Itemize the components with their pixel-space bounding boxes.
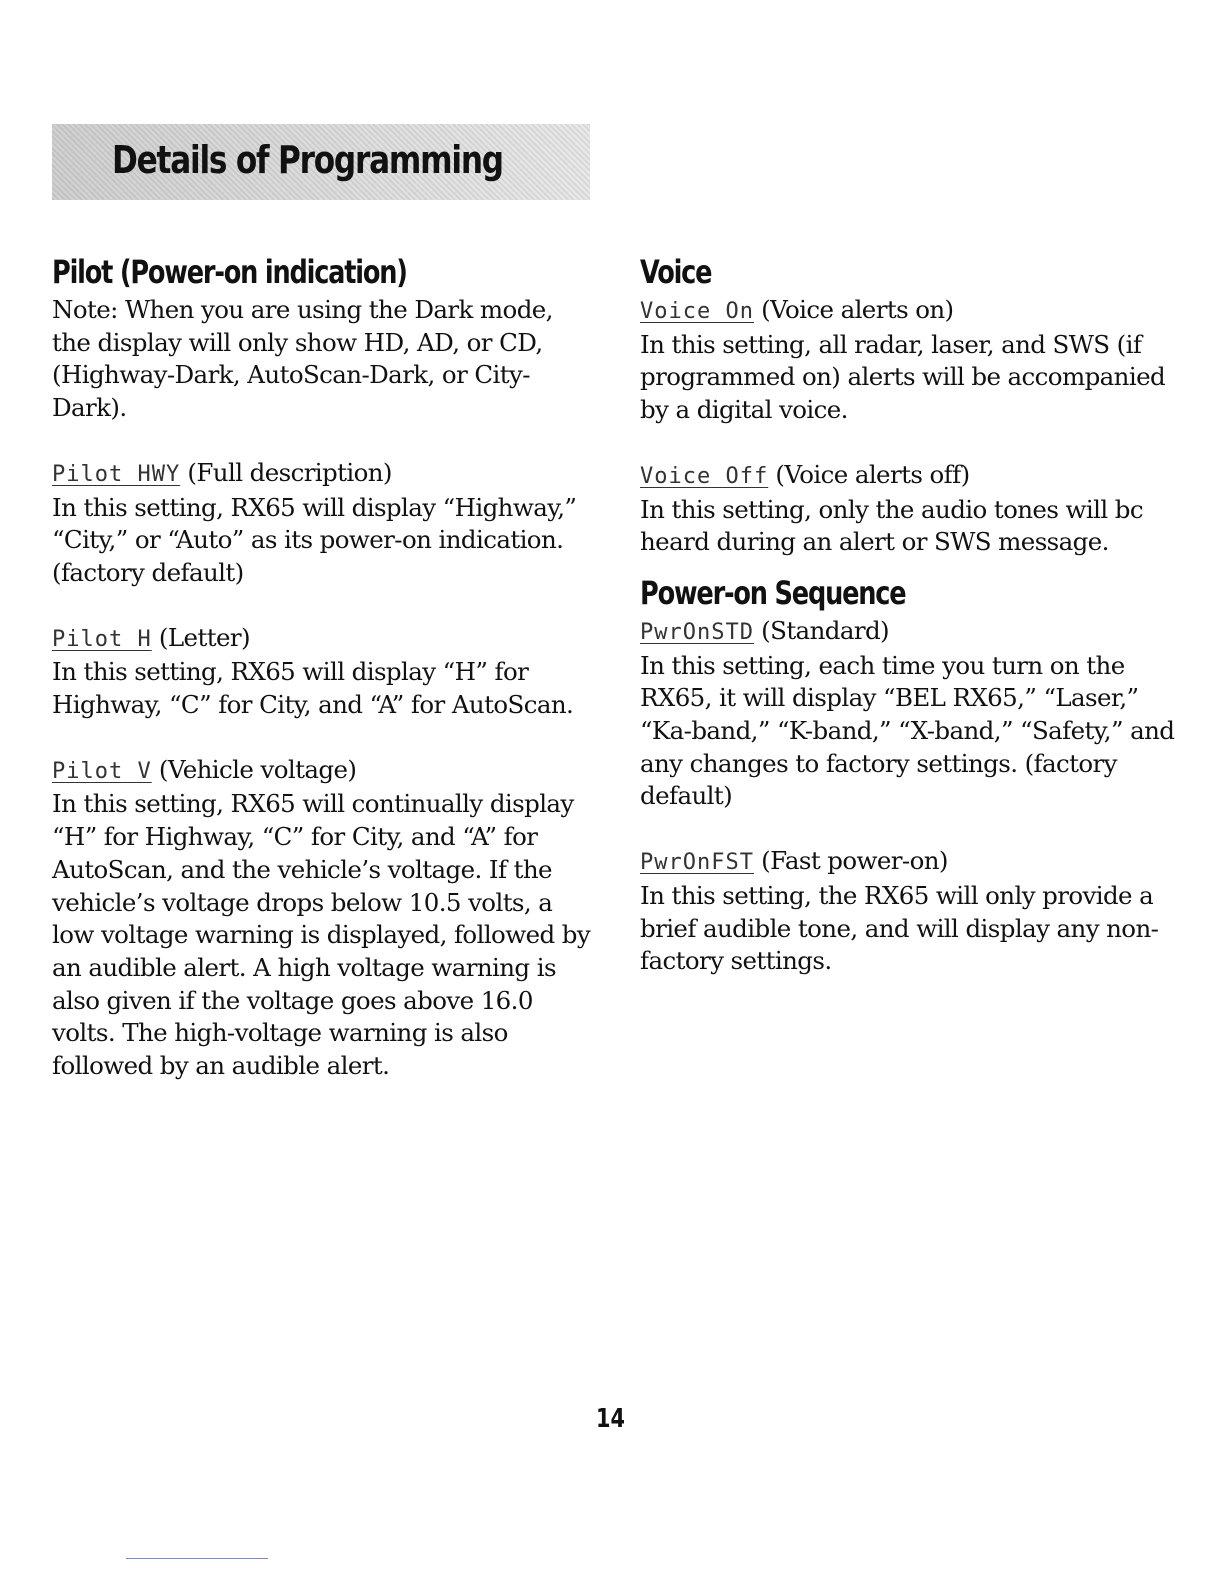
setting-label: (Vehicle voltage) (158, 754, 357, 784)
setting-description: In this setting, all radar, laser, and SWS (if programmed on) alerts will be accompanied by a digital voice. (640, 329, 1166, 425)
setting-code: Pilot V (52, 758, 152, 784)
setting-label: (Full description) (187, 457, 392, 487)
page-title: Details of Programming (112, 138, 503, 182)
setting-pilot-v (52, 754, 592, 1083)
setting-pilot-hwy (52, 457, 592, 590)
setting-pwronstd (640, 615, 1180, 813)
setting-code: Pilot HWY (52, 461, 181, 487)
setting-description: In this setting, RX65 will display “H” for Highway, “C” for City, and “A” for AutoScan. (52, 657, 574, 720)
setting-code: Pilot H (52, 626, 152, 652)
setting-pilot-h (52, 622, 592, 722)
setting-description: In this setting, each time you turn on the RX65, it will display “BEL RX65,” “Laser,” “Ka-band,” “K-band,” “X-band,” “Safety,” and any changes to factory settings. (factory default) (640, 650, 1175, 811)
right-column (640, 250, 1180, 978)
setting-description: In this setting, only the audio tones will bc heard during an alert or SWS message. (640, 494, 1143, 557)
setting-code: PwrOnFST (640, 850, 754, 876)
setting-label: (Voice alerts on) (761, 295, 954, 324)
setting-label: (Fast power-on) (761, 846, 948, 876)
setting-code: Voice On (640, 299, 754, 324)
setting-label: (Voice alerts off) (775, 459, 970, 489)
setting-description: In this setting, RX65 will display “Highway,” “City,” or “Auto” as its power-on indication. (factory default) (52, 492, 577, 587)
voice-heading: Voice (640, 253, 712, 291)
setting-label: (Standard) (761, 615, 889, 645)
setting-description: In this setting, RX65 will continually display “H” for Highway, “C” for City, and “A” for AutoScan, and the vehicle’s voltage. If the vehicle’s voltage drops below 10.5 volts, a low voltage warning is displayed, followed by an audible alert. A high voltage warning is also given if the voltage goes above 16.0 volts. The high-voltage warning is also followed by an audible alert. (52, 789, 591, 1081)
pilot-heading: Pilot (Power-on indication) (52, 253, 407, 291)
page-number: 14 (596, 1404, 625, 1434)
setting-code: Voice Off (640, 463, 769, 489)
setting-voice-on (640, 294, 1180, 427)
pilot-note: Note: When you are using the Dark mode, the display will only show HD, AD, or CD, (Highway-Dark, AutoScan-Dark, or City-Dark). (52, 295, 553, 423)
setting-description: In this setting, the RX65 will only provide a brief audible tone, and will display any non-factory settings. (640, 880, 1159, 976)
power-on-sequence-heading: Power-on Sequence (640, 573, 906, 612)
footer-rule (126, 1558, 268, 1559)
setting-pwronfst (640, 845, 1180, 978)
setting-label: (Letter) (158, 622, 250, 652)
left-column (52, 250, 592, 1083)
setting-voice-off (640, 459, 1180, 559)
setting-code: PwrOnSTD (640, 619, 754, 645)
